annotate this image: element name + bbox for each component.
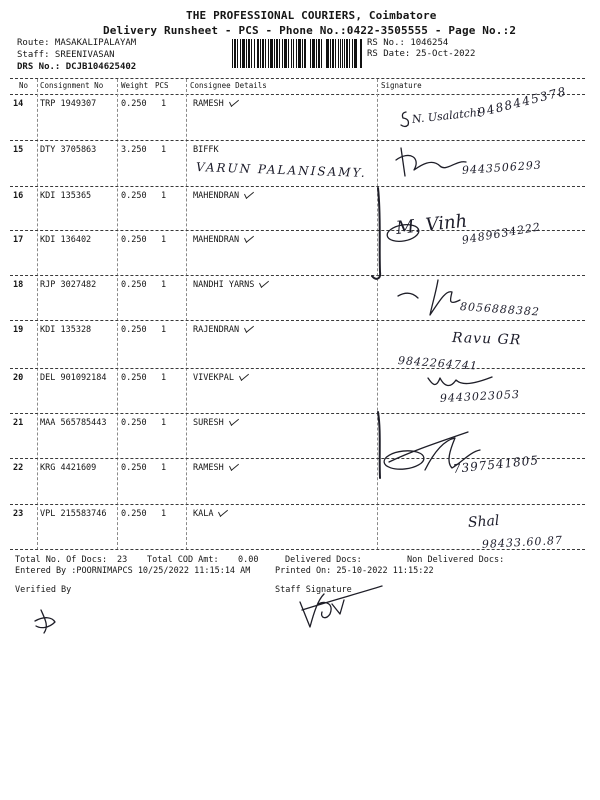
check-mark-icon	[244, 188, 254, 199]
consignee-cell	[193, 418, 239, 428]
consignment-number: RJP 3027482	[40, 280, 97, 290]
column-header-consignment: Consignment No	[40, 81, 104, 90]
weight: 0.250	[121, 235, 147, 245]
column-header-consignee: Consignee Details	[190, 81, 267, 90]
check-mark-icon	[239, 370, 249, 381]
route-label: Route: MASAKALIPALAYAM	[17, 38, 137, 48]
printed-on: Printed On: 25-10-2022 11:15:22	[275, 566, 434, 576]
company-name: THE PROFESSIONAL COURIERS, Coimbatore	[186, 9, 437, 22]
consignee-cell	[193, 191, 254, 201]
weight: 0.250	[121, 463, 147, 473]
table-top-border	[10, 78, 585, 79]
check-mark-icon	[219, 506, 229, 517]
consignment-number: MAA 565785443	[40, 418, 107, 428]
pieces: 1	[161, 280, 167, 290]
pieces: 1	[161, 191, 167, 201]
row-number: 22	[13, 463, 24, 473]
consignee-cell	[193, 99, 239, 109]
rs-number: RS No.: 1046254	[367, 38, 449, 48]
column-header-pcs: PCS	[155, 81, 169, 90]
consignment-number: KDI 135328	[40, 325, 92, 335]
pieces: 1	[161, 418, 167, 428]
check-mark-icon	[244, 232, 254, 243]
consignment-number: KDI 136402	[40, 235, 92, 245]
consignment-number: KDI 135365	[40, 191, 92, 201]
table-row	[10, 414, 585, 459]
verified-signature	[35, 610, 55, 633]
staff-label: Staff: SREENIVASAN	[17, 50, 115, 60]
weight: 0.250	[121, 509, 147, 519]
pieces: 1	[161, 325, 167, 335]
handwritten-phone: 9488445378	[476, 84, 569, 120]
consignment-number: KRG 4421609	[40, 463, 97, 473]
rs-date: RS Date: 25-Oct-2022	[367, 49, 476, 59]
barcode	[232, 39, 362, 68]
handwritten-recipient-name: M. Vinh	[394, 210, 469, 239]
consignee-name: KALA	[193, 509, 214, 519]
consignee-cell	[193, 509, 228, 519]
drs-number: DRS No.: DCJB104625402	[17, 62, 137, 72]
check-mark-icon	[229, 415, 239, 426]
weight: 0.250	[121, 325, 147, 335]
handwritten-phone: 9443506293	[461, 158, 543, 177]
row-number: 15	[13, 145, 24, 155]
non-delivered-docs-label: Non Delivered Docs:	[407, 555, 505, 565]
row-number: 16	[13, 191, 24, 201]
handwritten-phone: 8056888382	[459, 300, 541, 319]
consignee-cell	[193, 325, 254, 335]
weight: 0.250	[121, 280, 147, 290]
column-header-weight: Weight	[121, 81, 149, 90]
row-number: 23	[13, 509, 24, 519]
pieces: 1	[161, 373, 167, 383]
row-number: 17	[13, 235, 24, 245]
row-number: 21	[13, 418, 24, 428]
total-docs-label: Total No. Of Docs:	[15, 555, 108, 565]
pieces: 1	[161, 145, 167, 155]
row-number: 18	[13, 280, 24, 290]
handwritten-phone: 98433.60.87	[481, 533, 564, 551]
consignment-number: VPL 215583746	[40, 509, 107, 519]
staff-signature-label: Staff Signature	[275, 585, 352, 595]
check-mark-icon	[259, 277, 269, 288]
entered-by: Entered By :POORNIMAPCS 10/25/2022 11:15:14 AM	[15, 566, 251, 576]
consignee-cell	[193, 280, 269, 290]
handwritten-phone: 7397541805	[452, 453, 540, 476]
pieces: 1	[161, 99, 167, 109]
weight: 0.250	[121, 99, 147, 109]
runsheet-title: Delivery Runsheet - PCS - Phone No.:0422-3505555 - Page No.:2	[103, 24, 517, 37]
handwritten-phone: 9842264741	[397, 354, 479, 373]
pieces: 1	[161, 235, 167, 245]
handwritten-recipient-name: N. Usalatchi	[411, 105, 481, 126]
total-docs-value: 23	[117, 555, 128, 565]
consignee-cell	[193, 463, 239, 473]
consignee-name: RAMESH	[193, 99, 224, 109]
verified-by-label: Verified By	[15, 585, 72, 595]
consignee-cell	[193, 145, 219, 155]
check-mark-icon	[244, 322, 254, 333]
handwritten-phone: 9443023053	[439, 387, 521, 405]
consignee-name: VIVEKPAL	[193, 373, 234, 383]
row-number: 14	[13, 99, 24, 109]
row-number: 20	[13, 373, 24, 383]
check-mark-icon	[229, 460, 239, 471]
cod-amount: 0.00	[238, 555, 259, 565]
consignee-cell	[193, 235, 254, 245]
weight: 0.250	[121, 373, 147, 383]
pieces: 1	[161, 509, 167, 519]
column-header-no: No	[19, 81, 29, 90]
weight: 3.250	[121, 145, 147, 155]
row-number: 19	[13, 325, 24, 335]
consignee-name: NANDHI YARNS	[193, 280, 255, 290]
table-row	[10, 187, 585, 231]
column-header-signature: Signature	[381, 81, 422, 90]
handwritten-consignee-note: VARUN PALANISAMY.	[195, 160, 367, 180]
weight: 0.250	[121, 418, 147, 428]
weight: 0.250	[121, 191, 147, 201]
handwritten-phone: 9489634222	[460, 220, 542, 247]
consignment-number: DTY 3705863	[40, 145, 97, 155]
delivered-docs-label: Delivered Docs:	[285, 555, 362, 565]
consignee-name: SURESH	[193, 418, 224, 428]
consignment-number: TRP 1949307	[40, 99, 97, 109]
cod-label: Total COD Amt:	[147, 555, 219, 565]
handwritten-recipient-name: Shal	[467, 512, 500, 531]
consignee-name: RAJENDRAN	[193, 325, 240, 335]
consignee-cell	[193, 373, 249, 383]
consignee-name: RAMESH	[193, 463, 224, 473]
consignee-name: MAHENDRAN	[193, 191, 240, 201]
check-mark-icon	[229, 96, 239, 107]
handwritten-recipient-name: Ravu GR	[451, 330, 522, 349]
consignment-number: DEL 901092184	[40, 373, 107, 383]
consignee-name: MAHENDRAN	[193, 235, 240, 245]
pieces: 1	[161, 463, 167, 473]
consignee-name: BIFFK	[193, 145, 219, 155]
